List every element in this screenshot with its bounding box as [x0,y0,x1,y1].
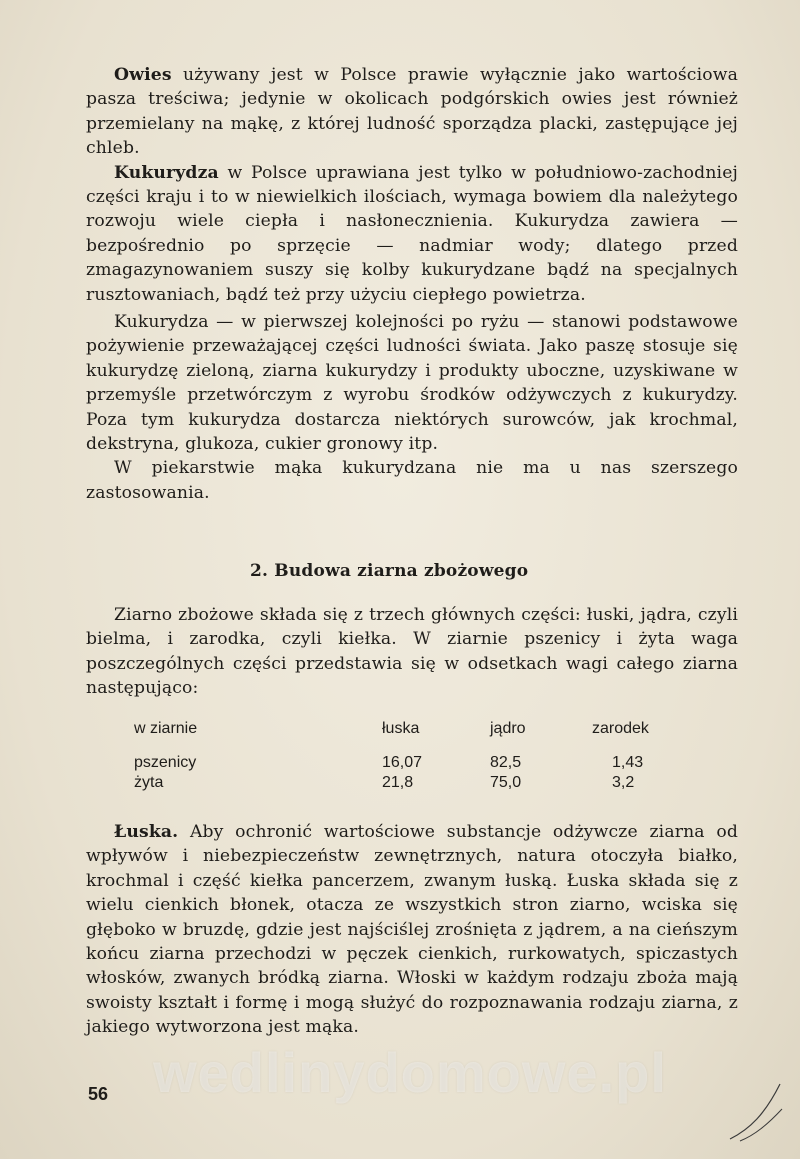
table-row [134,774,702,794]
table-row [134,754,702,774]
paragraph-intro: Ziarno zbożowe składa się z trzech głównych części: łuski, jądra, czyli bielma, i zarodka, czyli kiełka. W ziarnie pszenicy i żyta waga poszczególnych części przedstawia się w odsetkach wagi całego ziarna następująco: [86,605,738,699]
table-header: zarodek [592,720,649,737]
paragraph-piekarstwo: W piekarstwie mąka kukurydzana nie ma u nas szerszego zastosowania. [86,458,738,503]
table-cell: 3,2 [612,774,635,791]
paragraph-luska: Łuska. Aby ochronić wartościowe substancje odżywcze ziarna od wpływów i niebezpieczeństw zewnętrznych, natura otoczyła białko, krochmal i część kiełka pancerzem, zwanym łuską. Łuska składa się z wielu cienkich błonek, otacza ze wszystkich stron ziarno, wciska się głęboko w bruzdę, gdzie jest najściślej zrośnięta z jądrem, a na cieńszym końcu ziarna przechodzi w pęczek cienkich, rurkowatych, spiczastych włosków, zwanych bródką ziarna. Włoski w każdym rodzaju zboża mają swoisty kształt i formę i mogą służyć do rozpoznawania rodzaju ziarna, z jakiego wytworzona jest mąka. [86,822,738,1038]
term-luska: Łuska. [114,822,179,842]
table-cell: 75,0 [490,774,522,791]
table-header-row [134,720,702,754]
table-cell: 16,07 [382,754,423,771]
paragraph-kukurydza: Kukurydza w Polsce uprawiana jest tylko w południowo-zachodniej części kraju i to w niewielkich ilościach, wymaga bowiem dla należytego rozwoju wiele ciepła i nasłonecznienia. Kukurydza zawiera — bezpośrednio po sprzęcie — nadmiar wody; dlatego przed zmagazynowaniem suszy się kolby kukurydzane bądź na specjalnych rusztowaniach, bądź też przy użyciu ciepłego powietrza. [86,162,738,305]
paragraph-owies: Owies używany jest w Polsce prawie wyłącznie jako wartościowa pasza treściwa; jedynie w okolicach podgórskich owies jest również przemielany na mąkę, z której ludność sporządza placki, zastępujące jej chleb. [86,65,738,159]
paragraph-kukurydza-pozywienie: Kukurydza — w pierwszej kolejności po ryżu — stanowi podstawowe pożywienie przeważającej części ludności świata. Jako paszę stosuje się kukurydzę zieloną, ziarna kukurydzy i produkty uboczne, uzyskiwane w przemyśle przetwórczym z wyrobu środków odżywczych z kukurydzy. Poza tym kukurydza dostarcza niektórych surowców, jak krochmal, dekstryna, glukoza, cukier gronowy itp. [86,312,738,455]
table-header: jądro [490,720,526,737]
text-block-luska [86,820,738,1040]
watermark: wedlinydomowe.pl [153,1041,667,1104]
term-kukurydza: Kukurydza [114,162,219,183]
table-cell: żyta [134,774,164,791]
page-number: 56 [88,1084,109,1104]
text-block-top [86,63,738,307]
table-cell: 1,43 [612,754,644,771]
table-cell: 21,8 [382,774,414,791]
table-cell: pszenicy [134,754,197,771]
term-owies: Owies [114,65,172,85]
text-block-intro [86,603,738,701]
table-header: łuska [382,720,420,737]
table-cell: 82,5 [490,754,522,771]
grain-composition-table [134,720,702,794]
table-header: w ziarnie [134,720,198,737]
text-block-mid [86,310,738,505]
pencil-mark-icon [710,1069,790,1149]
section-heading: 2. Budowa ziarna zbożowego [250,561,529,581]
